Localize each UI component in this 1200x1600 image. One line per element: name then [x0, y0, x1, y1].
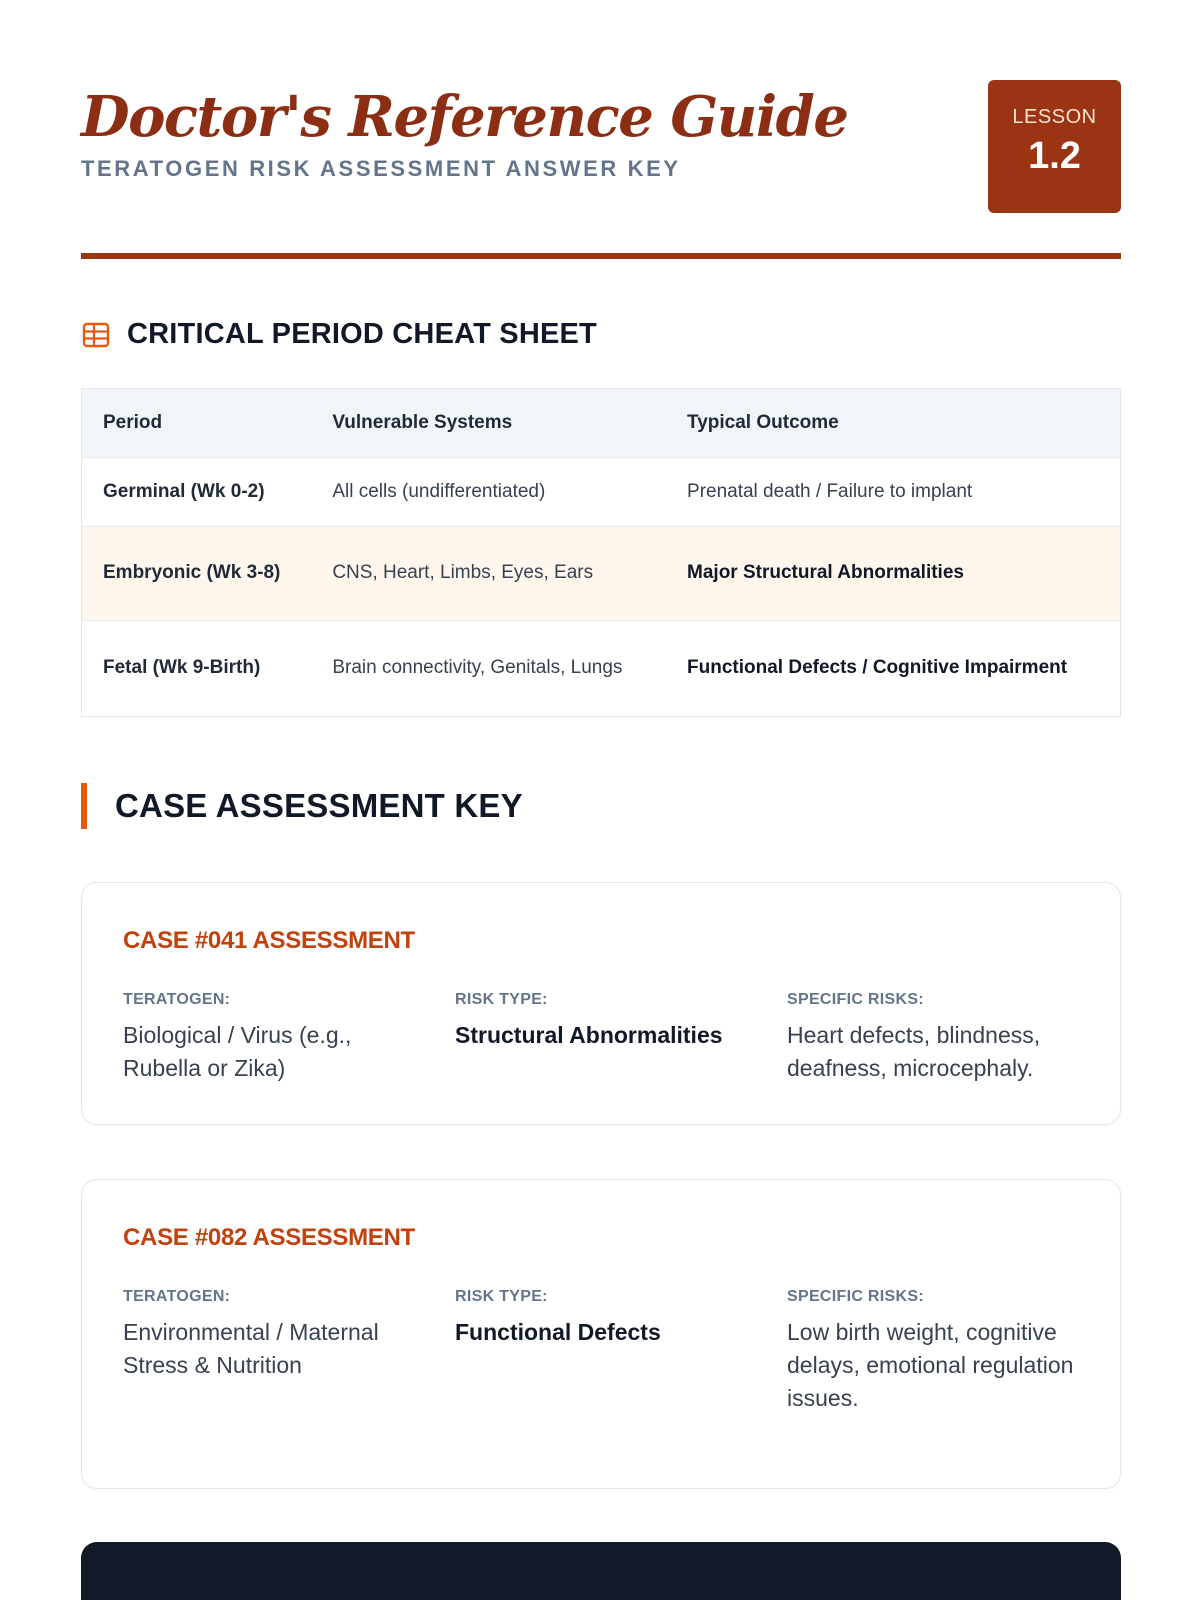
specific-risks-label: SPECIFIC RISKS: — [787, 1288, 924, 1305]
specific-risks-label: SPECIFIC RISKS: — [787, 991, 924, 1008]
specific-risks-value: Heart defects, blindness, deafness, microcephaly. — [787, 1022, 1041, 1081]
column-header-outcome: Typical Outcome — [666, 389, 1120, 458]
systems-cell: Brain connectivity, Genitals, Lungs — [311, 621, 666, 717]
page-title: Doctor's Reference Guide — [81, 84, 848, 150]
specific-risks-field — [787, 1288, 1087, 1415]
cheat-sheet-title: CRITICAL PERIOD CHEAT SHEET — [127, 318, 597, 350]
period-cell: Embryonic (Wk 3-8) — [82, 527, 312, 621]
lesson-badge — [988, 80, 1121, 213]
case-card-082 — [81, 1179, 1121, 1489]
case-key-heading — [81, 783, 523, 829]
lesson-number: 1.2 — [1028, 135, 1081, 177]
lesson-label: LESSON — [1012, 106, 1097, 128]
risk-type-value: Structural Abnormalities — [455, 1022, 723, 1048]
outcome-cell: Prenatal death / Failure to implant — [666, 458, 1120, 527]
systems-cell: All cells (undifferentiated) — [311, 458, 666, 527]
table-icon — [81, 320, 111, 350]
critical-period-table — [81, 388, 1121, 717]
systems-cell: CNS, Heart, Limbs, Eyes, Ears — [311, 527, 666, 621]
teratogen-value: Environmental / Maternal Stress & Nutrition — [123, 1319, 379, 1378]
table-header-row — [82, 389, 1121, 458]
table-row — [82, 458, 1121, 527]
page-subtitle: TERATOGEN RISK ASSESSMENT ANSWER KEY — [81, 156, 681, 181]
risk-type-value: Functional Defects — [455, 1319, 661, 1345]
risk-type-label: RISK TYPE: — [455, 1288, 548, 1305]
specific-risks-value: Low birth weight, cognitive delays, emotional regulation issues. — [787, 1319, 1074, 1411]
specific-risks-field — [787, 991, 1087, 1085]
cheat-sheet-heading — [81, 318, 597, 351]
column-header-systems: Vulnerable Systems — [311, 389, 666, 458]
case-title: CASE #041 ASSESSMENT — [123, 927, 415, 954]
teratogen-field — [123, 991, 423, 1085]
risk-type-label: RISK TYPE: — [455, 991, 548, 1008]
period-cell: Fetal (Wk 9-Birth) — [82, 621, 312, 717]
outcome-cell: Functional Defects / Cognitive Impairment — [666, 621, 1120, 717]
table-row — [82, 621, 1121, 717]
header-divider — [81, 253, 1121, 259]
section-accent-bar — [81, 783, 87, 829]
teratogen-label: TERATOGEN: — [123, 1288, 231, 1305]
footer-panel — [81, 1542, 1121, 1600]
teratogen-field — [123, 1288, 423, 1382]
period-cell: Germinal (Wk 0-2) — [82, 458, 312, 527]
risk-type-field — [455, 1288, 755, 1349]
column-header-period: Period — [82, 389, 312, 458]
case-key-title: CASE ASSESSMENT KEY — [115, 787, 523, 824]
teratogen-value: Biological / Virus (e.g., Rubella or Zika) — [123, 1022, 352, 1081]
case-card-041 — [81, 882, 1121, 1125]
outcome-cell: Major Structural Abnormalities — [666, 527, 1120, 621]
teratogen-label: TERATOGEN: — [123, 991, 231, 1008]
case-title: CASE #082 ASSESSMENT — [123, 1224, 415, 1251]
risk-type-field — [455, 991, 755, 1052]
table-row-highlighted — [82, 527, 1121, 621]
page-header — [81, 80, 1121, 256]
